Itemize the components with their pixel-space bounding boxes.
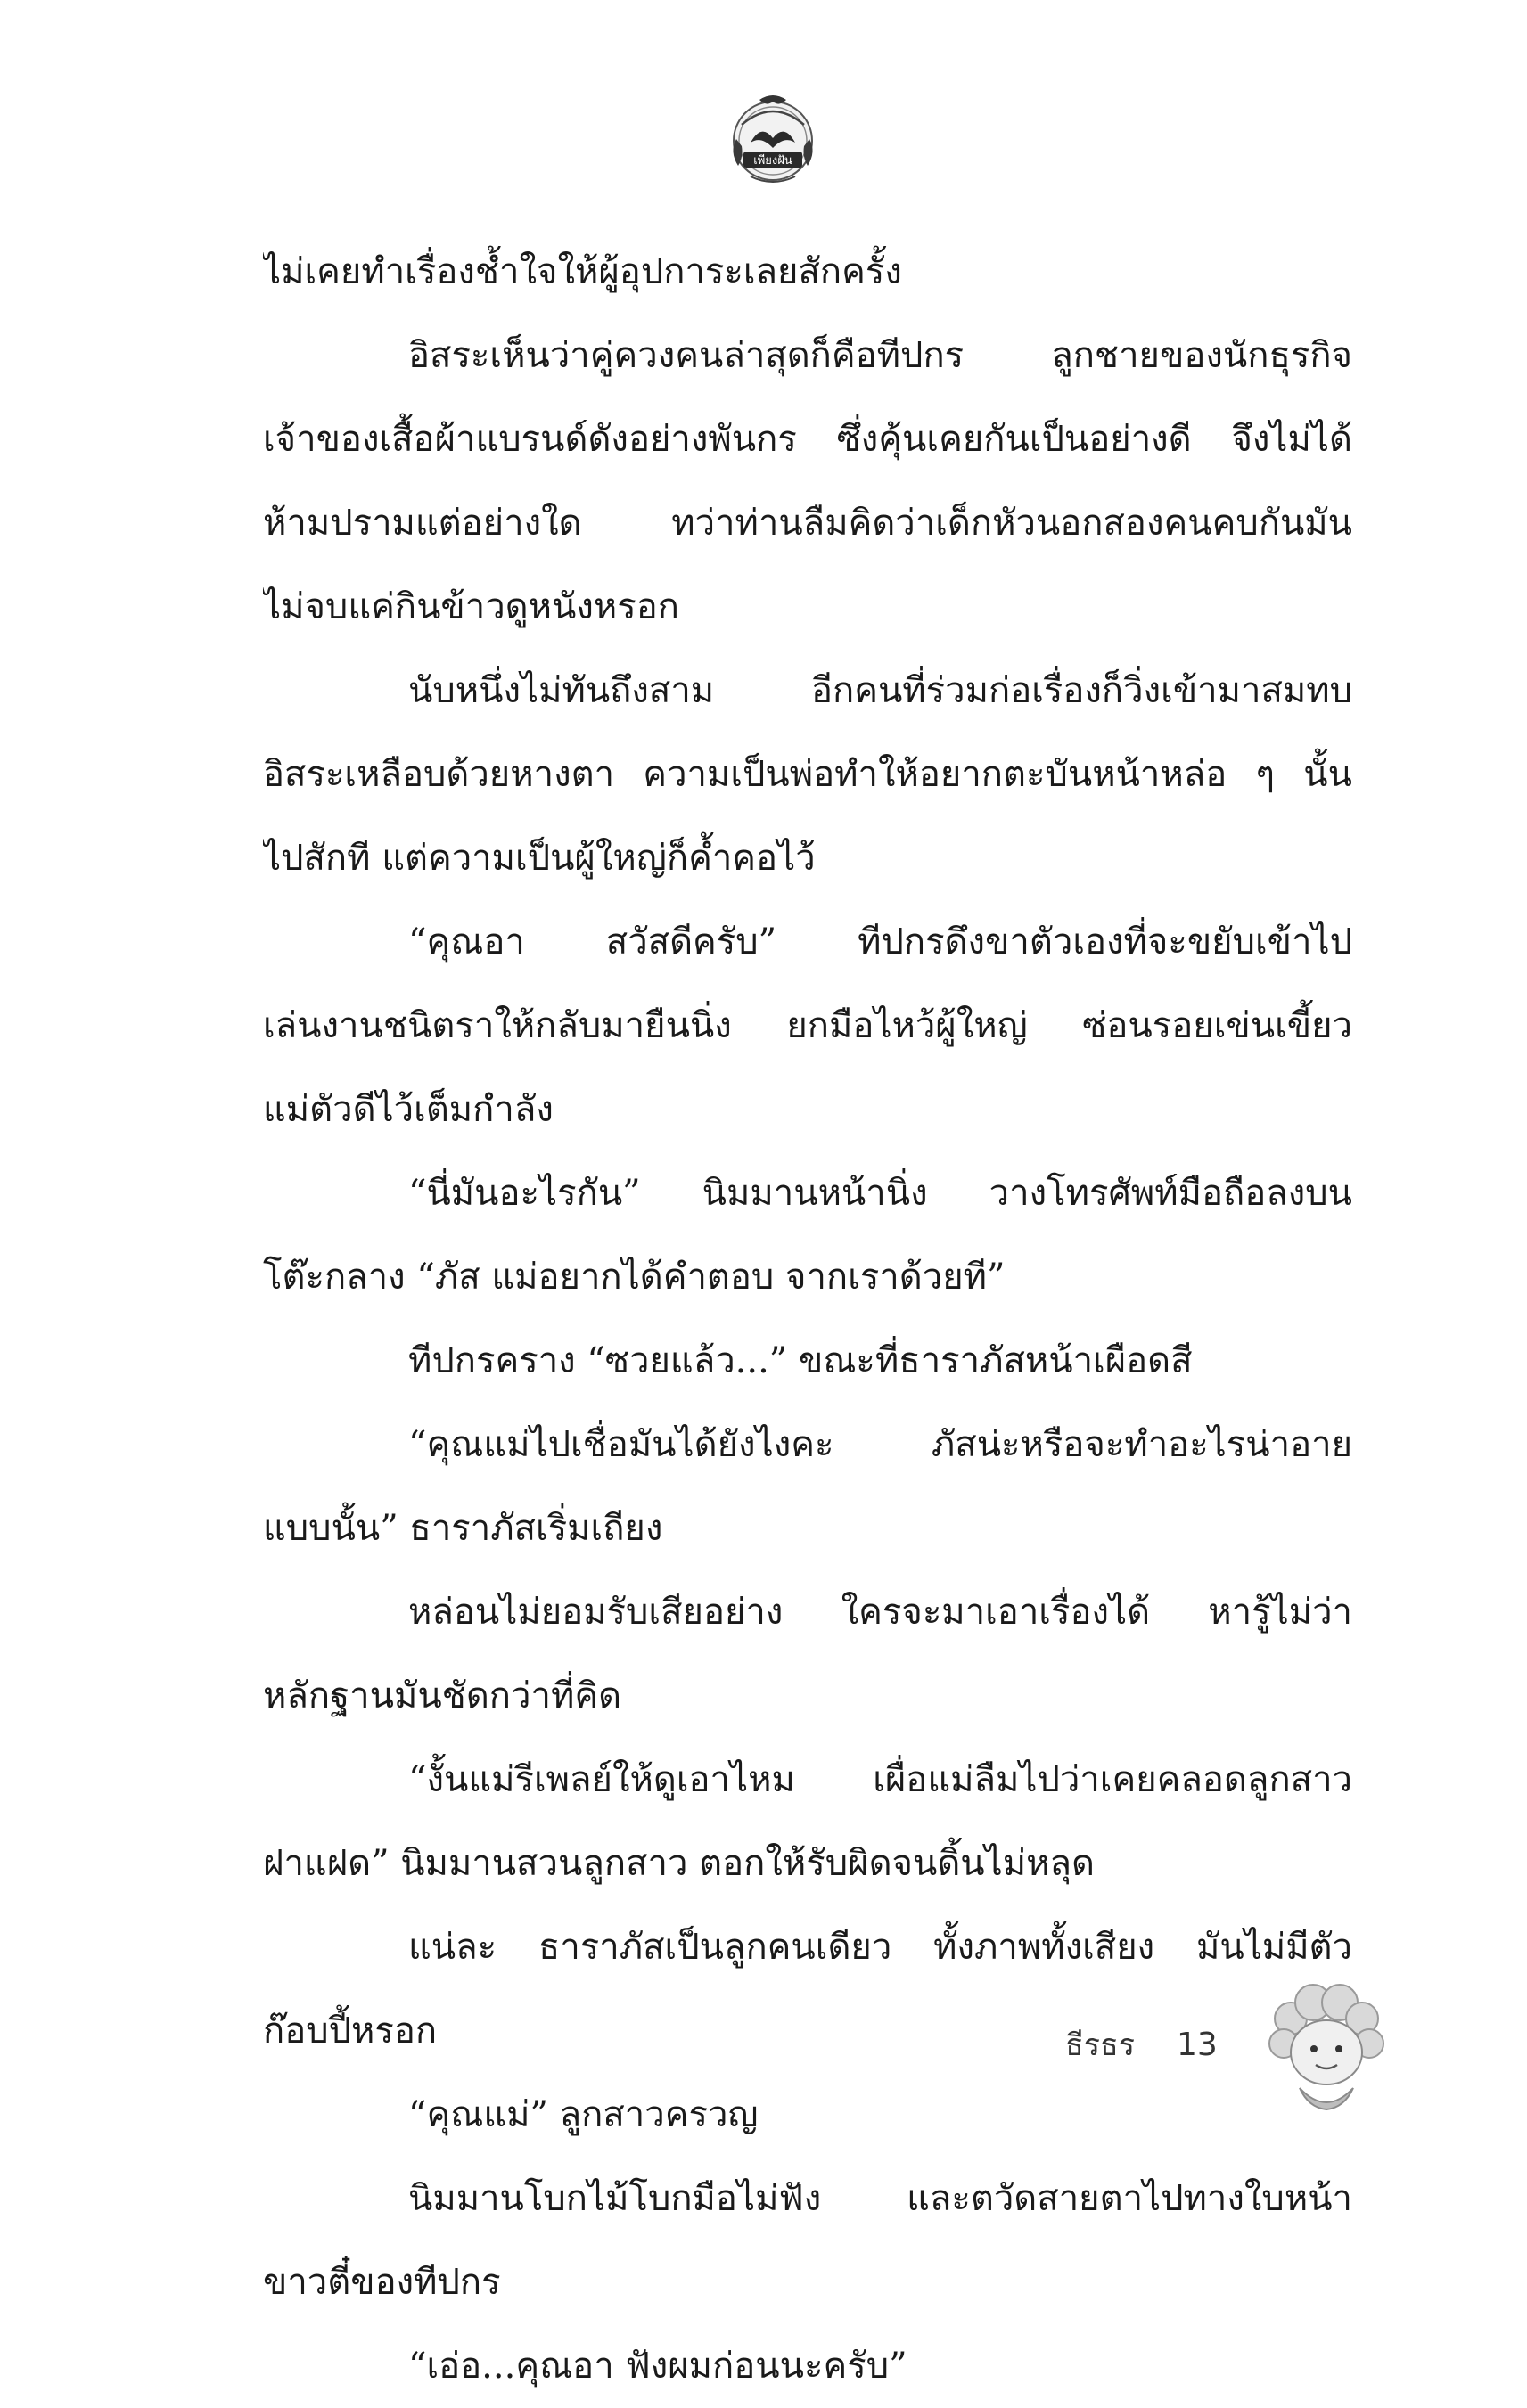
text-line: ฝาแฝด” นิมมานสวนลูกสาว ตอกให้รับผิดจนดิ้นไม่หลุด — [263, 1843, 1095, 1884]
text-line: อิสระเห็นว่าคู่ควงคนล่าสุดก็คือทีปกร ลูกชายของนักธุรกิจ — [408, 335, 1352, 376]
text-line: “นี่มันอะไรกัน” นิมมานหน้านิ่ง วางโทรศัพท์มือถือลงบน — [408, 1173, 1352, 1214]
text-line: “คุณแม่” ลูกสาวครวญ — [408, 2094, 759, 2135]
text-line: ก๊อบปี้หรอก — [263, 2011, 438, 2052]
logo-text: เพียงฝัน — [753, 154, 792, 168]
text-line: เจ้าของเสื้อผ้าแบรนด์ดังอย่างพันกร ซึ่งคุ้นเคยกันเป็นอย่างดี จึงไม่ได้ — [263, 419, 1352, 460]
text-line: แน่ละ ธาราภัสเป็นลูกคนเดียว ทั้งภาพทั้งเสียง มันไม่มีตัว — [408, 1927, 1352, 1968]
text-line: “งั้นแม่รีเพลย์ให้ดูเอาไหม เผื่อแม่ลืมไปว่าเคยคลอดลูกสาว — [408, 1759, 1352, 1800]
text-line: แม่ตัวดีไว้เต็มกำลัง — [263, 1089, 554, 1130]
text-line: ไปสักที แต่ความเป็นผู้ใหญ่ก็ค้ำคอไว้ — [263, 838, 816, 879]
text-line: ห้ามปรามแต่อย่างใด ทว่าท่านลืมคิดว่าเด็กหัวนอกสองคนคบกันมัน — [263, 503, 1352, 544]
story-text — [263, 230, 1352, 2408]
decorative-emblem-icon — [724, 89, 822, 187]
text-line: หลักฐานมันชัดกว่าที่คิด — [263, 1675, 622, 1716]
text-line: แบบนั้น” ธาราภัสเริ่มเถียง — [263, 1508, 663, 1549]
text-line: โต๊ะกลาง “ภัส แม่อยากได้คำตอบ จากเราด้วยที” — [263, 1257, 1006, 1298]
text-line: “เอ่อ...คุณอา ฟังผมก่อนนะครับ” — [408, 2346, 907, 2387]
text-line: ขาวตี๋ของทีปกร — [263, 2262, 501, 2303]
text-line: หล่อนไม่ยอมรับเสียอย่าง ใครจะมาเอาเรื่องได้ หารู้ไม่ว่า — [408, 1592, 1352, 1633]
text-line: ทีปกรคราง “ซวยแล้ว...” ขณะที่ธาราภัสหน้าเผือดสี — [408, 1340, 1193, 1381]
page-number: 13 — [1177, 2027, 1218, 2063]
text-line: เล่นงานชนิตราให้กลับมายืนนิ่ง ยกมือไหว้ผู้ใหญ่ ซ่อนรอยเข่นเขี้ยว — [263, 1005, 1352, 1046]
text-line: “คุณแม่ไปเชื่อมันได้ยังไงคะ ภัสน่ะหรือจะทำอะไรน่าอาย — [408, 1424, 1352, 1465]
curly-haired-mascot-icon — [1264, 1983, 1389, 2117]
text-line: “คุณอา สวัสดีครับ” ทีปกรดึงขาตัวเองที่จะขยับเข้าไป — [408, 921, 1352, 962]
text-line: นิมมานโบกไม้โบกมือไม่ฟัง และตวัดสายตาไปทางใบหน้า — [408, 2178, 1352, 2219]
book-title: ธีรธร — [1065, 2027, 1136, 2063]
text-line: ไม่เคยทำเรื่องช้ำใจให้ผู้อุปการะเลยสักครั้ง — [263, 251, 902, 292]
text-line: ไม่จบแค่กินข้าวดูหนังหรอก — [263, 586, 679, 627]
text-line: นับหนึ่งไม่ทันถึงสาม อีกคนที่ร่วมก่อเรื่องก็วิ่งเข้ามาสมทบ — [408, 670, 1352, 711]
text-line: อิสระเหลือบด้วยหางตา ความเป็นพ่อทำให้อยากตะบันหน้าหล่อ ๆ นั้น — [263, 754, 1352, 795]
